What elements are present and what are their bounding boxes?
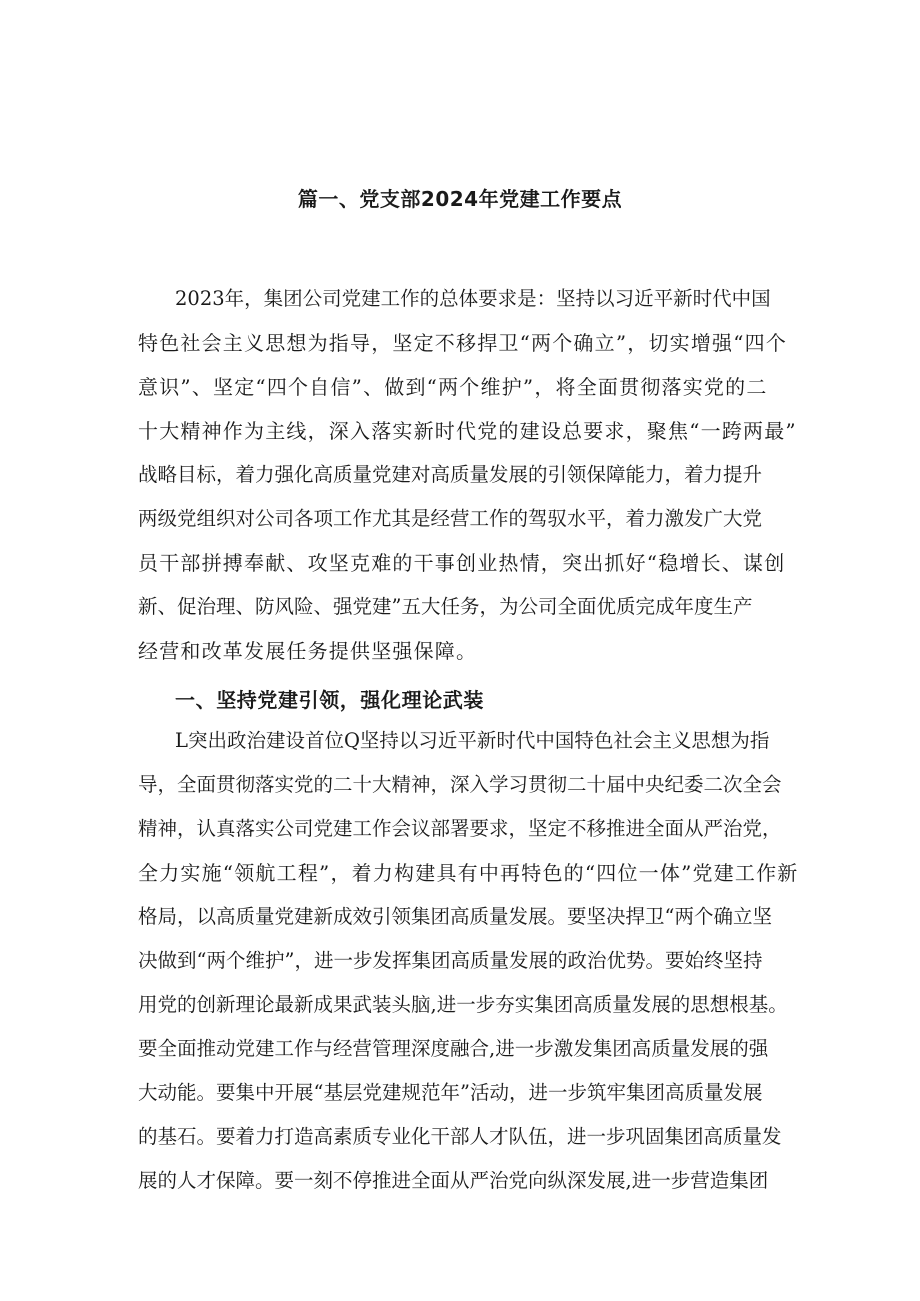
intro-line-4: 十大精神作为主线，深入落实新时代党的建设总要求，聚焦“一跨两最” (138, 419, 797, 443)
section-line-8: 要全面推动党建工作与经营管理深度融合,进一步激发集团高质量发展的强 (138, 1037, 769, 1060)
intro-line-8: 新、促治理、防风险、强党建”五大任务，为公司全面优质完成年度生产 (138, 595, 753, 618)
intro-line-2: 特色社会主义思想为指导，坚定不移捍卫“两个确立”，切实增强“四个 (138, 331, 788, 355)
intro-line-5: 战略目标，着力强化高质量党建对高质量发展的引领保障能力，着力提升 (138, 463, 763, 486)
intro-line-7: 员干部拼搏奉献、攻坚克难的干事创业热情，突出抓好“稳增长、谋创 (138, 551, 786, 575)
document-title: 篇一、党支部2024年党建工作要点 (297, 187, 623, 211)
intro-line-6: 两级党组织对公司各项工作尤其是经营工作的驾驭水平，着力激发广大党 (138, 507, 763, 530)
section-line-1: L突出政治建设首位Q坚持以习近平新时代中国特色社会主义思想为指 (175, 729, 770, 752)
intro-line-9: 经营和改革发展任务提供坚强保障。 (138, 639, 478, 663)
section-line-7: 用党的创新理论最新成果武装头脑,进一步夯实集团高质量发展的思想根基。 (138, 993, 788, 1016)
section-line-6: 决做到“两个维护”，进一步发挥集团高质量发展的政治优势。要始终坚持 (138, 949, 763, 972)
section-heading: 一、坚持党建引领，强化理论武装 (175, 688, 484, 712)
section-line-3: 精神，认真落实公司党建工作会议部署要求，坚定不移推进全面从严治党， (138, 817, 782, 840)
section-line-9: 大动能。要集中开展“基层党建规范年”活动，进一步筑牢集团高质量发展 (138, 1081, 763, 1104)
section-line-10: 的基石。要着力打造高素质专业化干部人才队伍，进一步巩固集团高质量发 (138, 1125, 782, 1148)
section-line-4: 全力实施“领航工程”，着力构建具有中再特色的“四位一体”党建工作新 (138, 861, 799, 885)
intro-line-1: 2023年，集团公司党建工作的总体要求是：坚持以习近平新时代中国 (175, 287, 771, 310)
section-line-2: 导，全面贯彻落实党的二十大精神，深入学习贯彻二十届中央纪委二次全会 (138, 773, 782, 796)
section-line-5: 格局，以高质量党建新成效引领集团高质量发展。要坚决捍卫“两个确立坚 (138, 905, 772, 928)
section-line-11: 展的人才保障。要一刻不停推进全面从严治党向纵深发展,进一步营造集团 (138, 1169, 769, 1192)
intro-line-3: 意识”、坚定“四个自信”、做到“两个维护”，将全面贯彻落实党的二 (138, 375, 768, 399)
